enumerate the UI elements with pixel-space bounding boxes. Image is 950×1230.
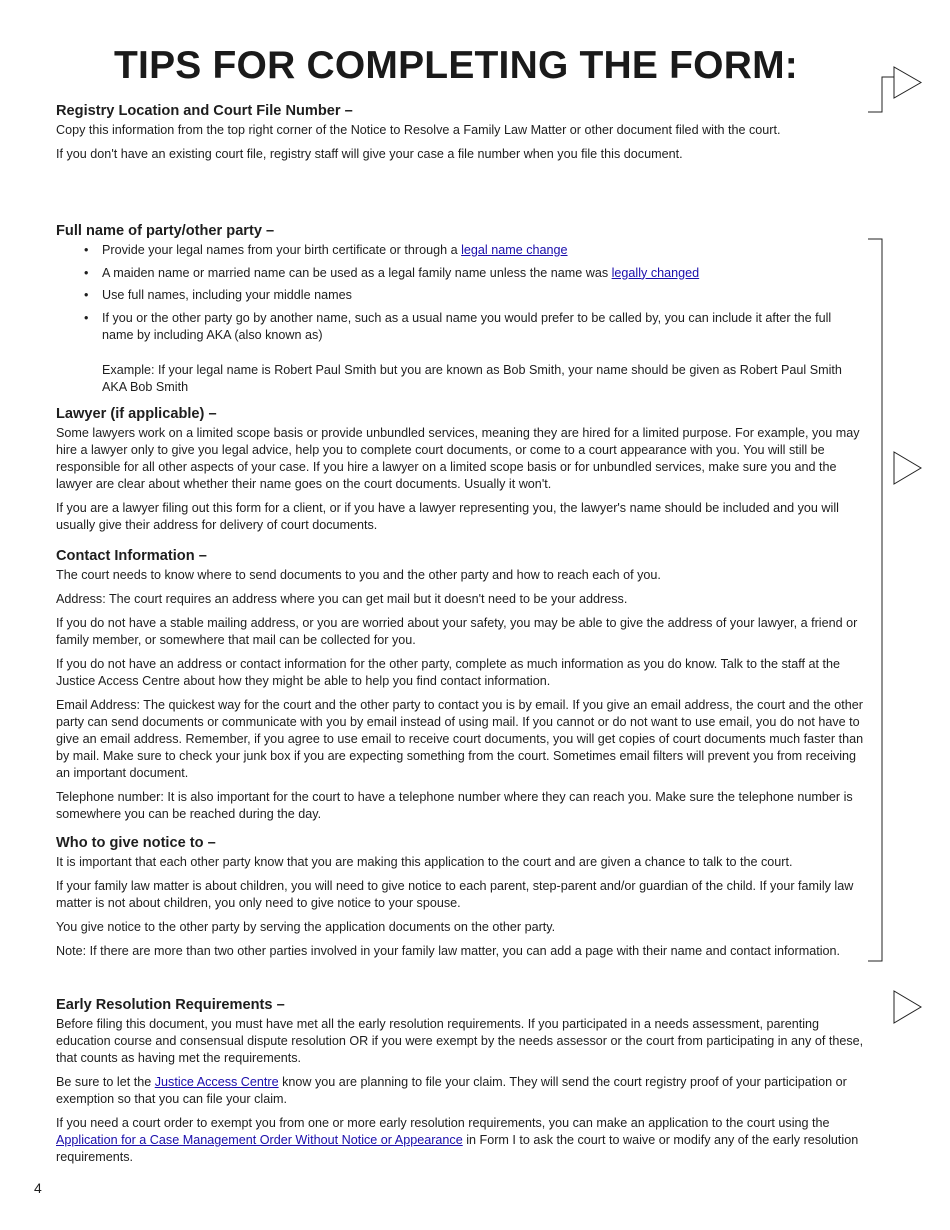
paragraph: If your family law matter is about children, you will need to give notice to each parent, step-parent and/or guardian of the child. If your family law matter is not about children, you only need to give notice to your spouse. xyxy=(56,879,854,910)
list-item: • Provide your legal names from your birth certificate or through a legal name change xyxy=(84,243,568,257)
registry-section xyxy=(56,102,864,170)
list-item: • Use full names, including your middle names xyxy=(84,288,352,302)
example-text: Example: If your legal name is Robert Paul Smith but you are known as Bob Smith, your name should be given as Robert Paul Smith AKA Bob Smith xyxy=(102,362,842,394)
page-number: 4 xyxy=(34,1180,42,1196)
paragraph: You give notice to the other party by serving the application documents on the other party. xyxy=(56,920,556,934)
paragraph: Note: If there are more than two other parties involved in your family law matter, you can add a page with their name and contact information. xyxy=(56,944,841,958)
notice-section xyxy=(56,834,864,967)
paragraph: Address: The court requires an address where you can get mail but it doesn't need to be your address. xyxy=(56,592,628,606)
paragraph: Telephone number: It is also important for the court to have a telephone number where they can reach you. Make sure the telephone number is somewhere you can be reached during the day. xyxy=(56,790,853,821)
bullet-icon: • xyxy=(84,288,89,302)
legally-changed-link[interactable]: legally changed xyxy=(611,265,700,280)
list-item: • If you or the other party go by another name, such as a usual name you would prefer to be called by, you can include it after the full name by including AKA (also known as) xyxy=(84,310,832,342)
paragraph: If you don't have an existing court file, registry staff will give your case a file number when you file this document. xyxy=(56,147,683,161)
legal-name-change-link[interactable]: legal name change xyxy=(461,243,568,257)
full-name-section xyxy=(56,222,864,403)
arrow-marker-icon xyxy=(868,67,921,112)
paragraph: It is important that each other party know that you are making this application to the court and are given a chance to talk to the court. xyxy=(56,855,793,869)
early-resolution-section xyxy=(56,996,864,1173)
paragraph: If you do not have an address or contact information for the other party, complete as much information as you do know. Talk to the staff at the Justice Access Centre about how they might be able to help you find contact information. xyxy=(56,657,841,688)
justice-access-centre-link[interactable]: Justice Access Centre xyxy=(154,1075,279,1089)
section-heading: Registry Location and Court File Number – xyxy=(56,103,353,119)
paragraph: Be sure to let the Justice Access Centre know you are planning to file your claim. They will send the court registry proof of your participation or exemption so that you can file your claim. xyxy=(56,1075,847,1106)
list-item: • A maiden name or married name can be used as a legal family name unless the name was legally changed xyxy=(84,265,700,280)
lawyer-section xyxy=(56,405,864,541)
section-heading: Full name of party/other party – xyxy=(56,223,275,239)
paragraph: The court needs to know where to send documents to you and the other party and how to reach each of you. xyxy=(56,568,661,582)
paragraph: If you do not have a stable mailing address, or you are worried about your safety, you may be able to give the address of your lawyer, a friend or family member, or somewhere that mail can be collected for you. xyxy=(56,616,858,647)
paragraph: Before filing this document, you must have met all the early resolution requirements. If you participated in a needs assessment, parenting education course and consensual dispute resolution OR if you were exempt by the needs assessor or the court from participating in any of these, that counts as having met the requirements. xyxy=(56,1017,864,1065)
paragraph: If you are a lawyer filing out this form for a client, or if you have a lawyer representing you, the lawyer's name should be included and you will usually give their address for delivery of court documents. xyxy=(56,501,839,532)
section-heading: Contact Information – xyxy=(56,548,207,564)
contact-section xyxy=(56,547,864,830)
paragraph: If you need a court order to exempt you from one or more early resolution requirements, you can make an application to the court using the Application for a Case Management Order Without Notice or Appearance in Form I to ask the court to waive or modify any of the early resolution requirements. xyxy=(56,1116,859,1164)
paragraph: Some lawyers work on a limited scope basis or provide unbundled services, meaning they are hired for a limited purpose. For example, you may hire a lawyer only to give you legal advice, help you to complete court documents, or come to a court appearance with you. You will still be responsible for all other aspects of your case. If you hire a lawyer on a limited scope basis or for unbundled services, make sure you and the lawyer are clear about whether their name goes on the court documents. Usually it won't. xyxy=(56,426,860,491)
section-heading: Early Resolution Requirements – xyxy=(56,997,285,1013)
paragraph: Copy this information from the top right corner of the Notice to Resolve a Family Law Matter or other document filed with the court. xyxy=(56,123,781,137)
bullet-icon: • xyxy=(84,243,89,257)
bullet-icon: • xyxy=(84,310,89,325)
paragraph: Email Address: The quickest way for the court and the other party to contact you is by email. If you give an email address, the court and the other party can send documents or communicate with you by email instead of using mail. If you cannot or do not want to use email, you do not have to give an email address. Remember, if you agree to use email to receive court documents, you will get copies of court documents much faster than by mail. Make sure to check your junk box if you are expecting something from the court. Sometimes email filters will prevent you from receiving an important document. xyxy=(56,698,864,780)
section-heading: Lawyer (if applicable) – xyxy=(56,406,217,422)
page-title: TIPS FOR COMPLETING THE FORM: xyxy=(114,44,798,87)
bullet-icon: • xyxy=(84,265,89,280)
section-bracket xyxy=(868,239,921,961)
name-tips-list xyxy=(56,242,864,344)
case-management-order-link[interactable]: Application for a Case Management Order Without Notice or Appearance xyxy=(56,1133,463,1147)
section-heading: Who to give notice to – xyxy=(56,835,216,851)
arrow-marker-icon xyxy=(894,991,921,1023)
